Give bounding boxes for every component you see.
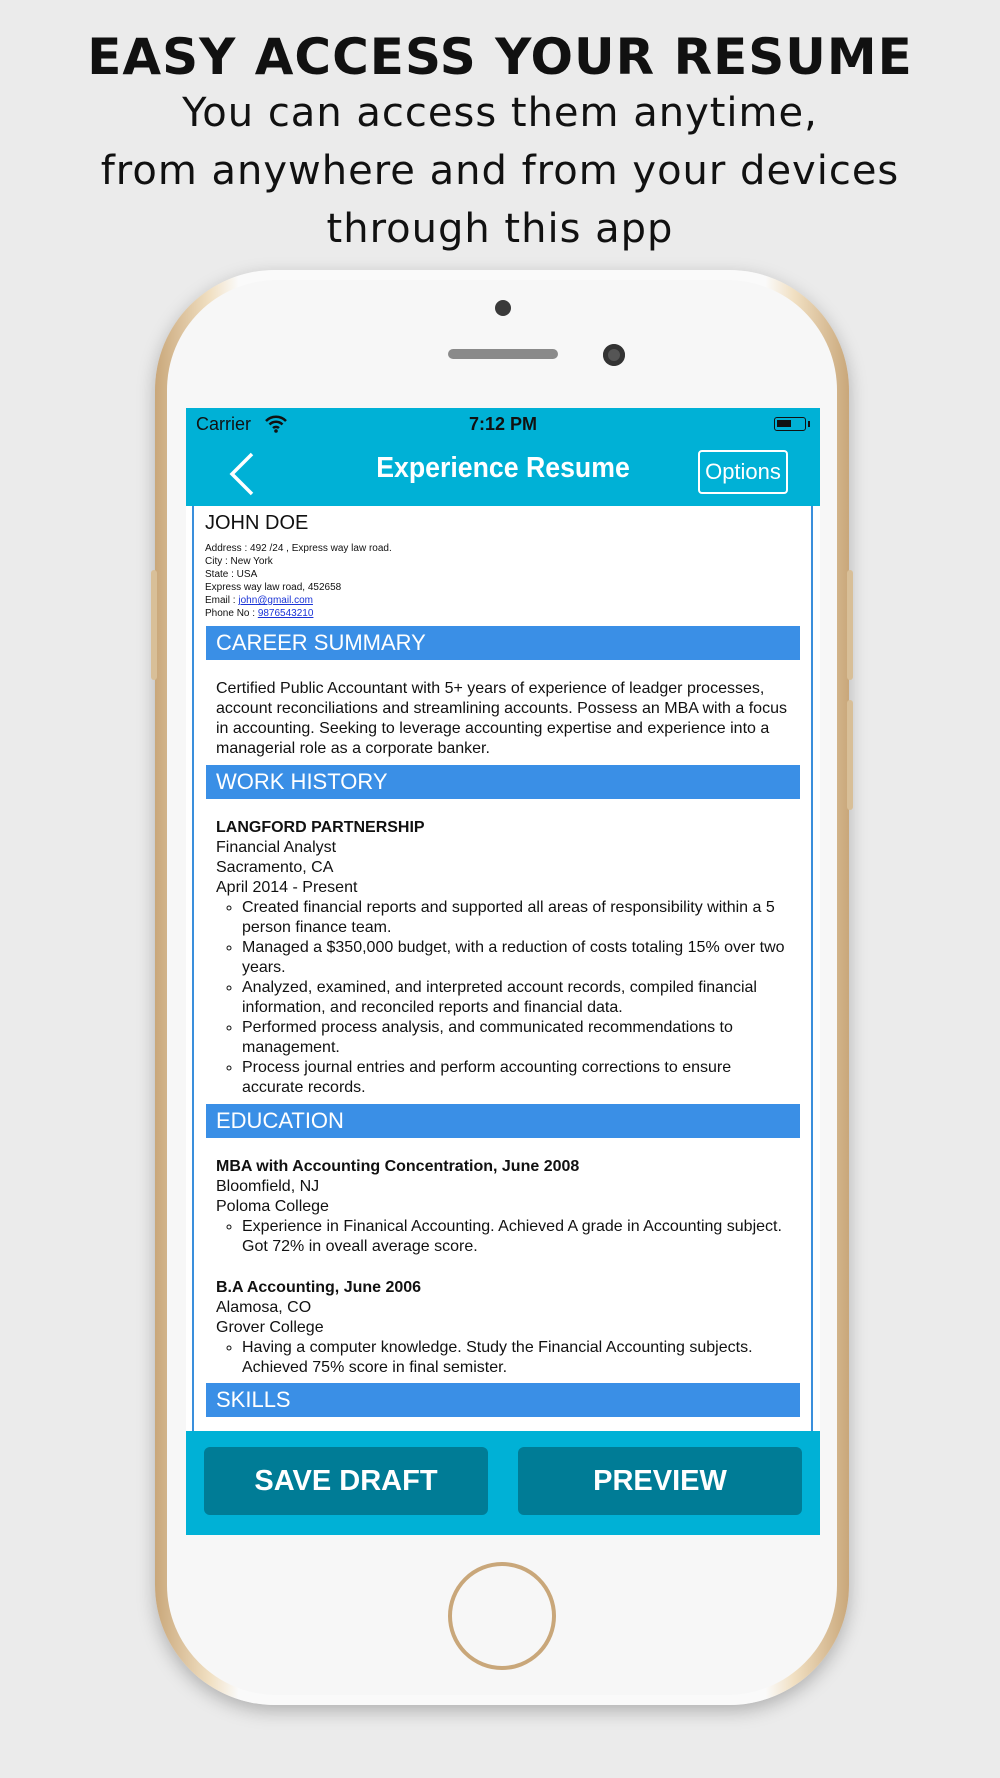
work-location: Sacramento, CA [216, 859, 334, 876]
edu-school: Grover College [216, 1319, 324, 1336]
phone-link[interactable]: 9876543210 [257, 608, 314, 619]
carrier-label: Carrier [196, 414, 252, 434]
email-label: Email : [205, 595, 239, 606]
section-skills: SKILLS [206, 1383, 800, 1417]
list-item: ◦ Created financial reports and supported all areas of responsibility within a 5 person finance team. [242, 898, 791, 938]
career-summary-text: Certified Public Accountant with 5+ years of experience of leadger processes, account reconciliations and streamlining accounts. Possess an MBA with a focus in accounting. Seeking to leverage accounting expertise and experience into a managerial role as a corporate banker. [216, 680, 787, 757]
list-item: ◦ Analyzed, examined, and interpreted account records, compiled financial information, and reconciled reports and financial data. [242, 978, 791, 1018]
edu-location: Bloomfield, NJ [216, 1178, 320, 1195]
list-item: ◦ Experience in Finanical Accounting. Achieved A grade in Accounting subject. Got 72% in oveall average score. [242, 1217, 791, 1257]
list-item: ◦ Managed a $350,000 budget, with a reduction of costs totaling 15% over two years. [242, 938, 791, 978]
state: State : USA [205, 569, 258, 580]
bottom-action-bar [186, 1431, 820, 1535]
phone-row [205, 607, 392, 620]
edu-degree: MBA with Accounting Concentration, June 2008 [216, 1158, 580, 1175]
promo-line-3: through this app [326, 206, 674, 252]
edu-bullets [216, 1217, 791, 1257]
contact-block [205, 542, 392, 620]
work-company: LANGFORD PARTNERSHIP [216, 819, 425, 836]
edu-bullets [216, 1338, 791, 1378]
proximity-sensor [495, 300, 511, 316]
side-button-right-2 [847, 700, 853, 810]
work-dates: April 2014 - Present [216, 879, 358, 896]
email-row [205, 594, 392, 607]
resume-name: JOHN DOE [205, 512, 309, 534]
volume-up-button [151, 570, 157, 680]
section-education: EDUCATION [206, 1104, 800, 1138]
battery-icon [774, 417, 806, 431]
home-button[interactable] [448, 1562, 556, 1670]
address: Address : 492 /24 , Express way law road. [205, 543, 392, 554]
section-work-history: WORK HISTORY [206, 765, 800, 799]
promo-line-1: You can access them anytime, [182, 90, 818, 136]
edu-degree: B.A Accounting, June 2006 [216, 1279, 422, 1296]
list-item: ◦ Performed process analysis, and communicated recommendations to management. [242, 1018, 791, 1058]
list-item: ◦ Having a computer knowledge. Study the Financial Accounting subjects. Achieved 75% score in final semister. [242, 1338, 791, 1378]
options-button[interactable]: Options [698, 450, 788, 494]
front-camera [603, 344, 625, 366]
work-entry [216, 818, 791, 1098]
city: City : New York [205, 556, 273, 567]
save-draft-button[interactable]: SAVE DRAFT [204, 1447, 488, 1515]
education-entry-1 [216, 1157, 791, 1257]
education-entry-2 [216, 1278, 791, 1378]
street: Express way law road, 452658 [205, 582, 342, 593]
status-time: 7:12 PM [468, 414, 538, 434]
promo-title: EASY ACCESS YOUR RESUME [87, 28, 913, 86]
app-screen [186, 408, 820, 1535]
battery-tip [808, 421, 810, 427]
resume-document [192, 506, 813, 1436]
phone-label: Phone No : [205, 608, 258, 619]
preview-button[interactable]: PREVIEW [518, 1447, 802, 1515]
work-role: Financial Analyst [216, 839, 337, 856]
top-bar [186, 408, 820, 506]
edu-location: Alamosa, CO [216, 1299, 312, 1316]
work-bullets [216, 898, 791, 1098]
section-career-summary: CAREER SUMMARY [206, 626, 800, 660]
page-title: Experience Resume [376, 452, 630, 484]
list-item: ◦ Process journal entries and perform accounting corrections to ensure accurate records. [242, 1058, 791, 1098]
email-link[interactable]: john@gmail.com [238, 595, 313, 606]
promo-line-2: from anywhere and from your devices [100, 148, 900, 194]
edu-school: Poloma College [216, 1198, 329, 1215]
side-button-right-1 [847, 570, 853, 680]
earpiece-speaker [448, 349, 558, 359]
